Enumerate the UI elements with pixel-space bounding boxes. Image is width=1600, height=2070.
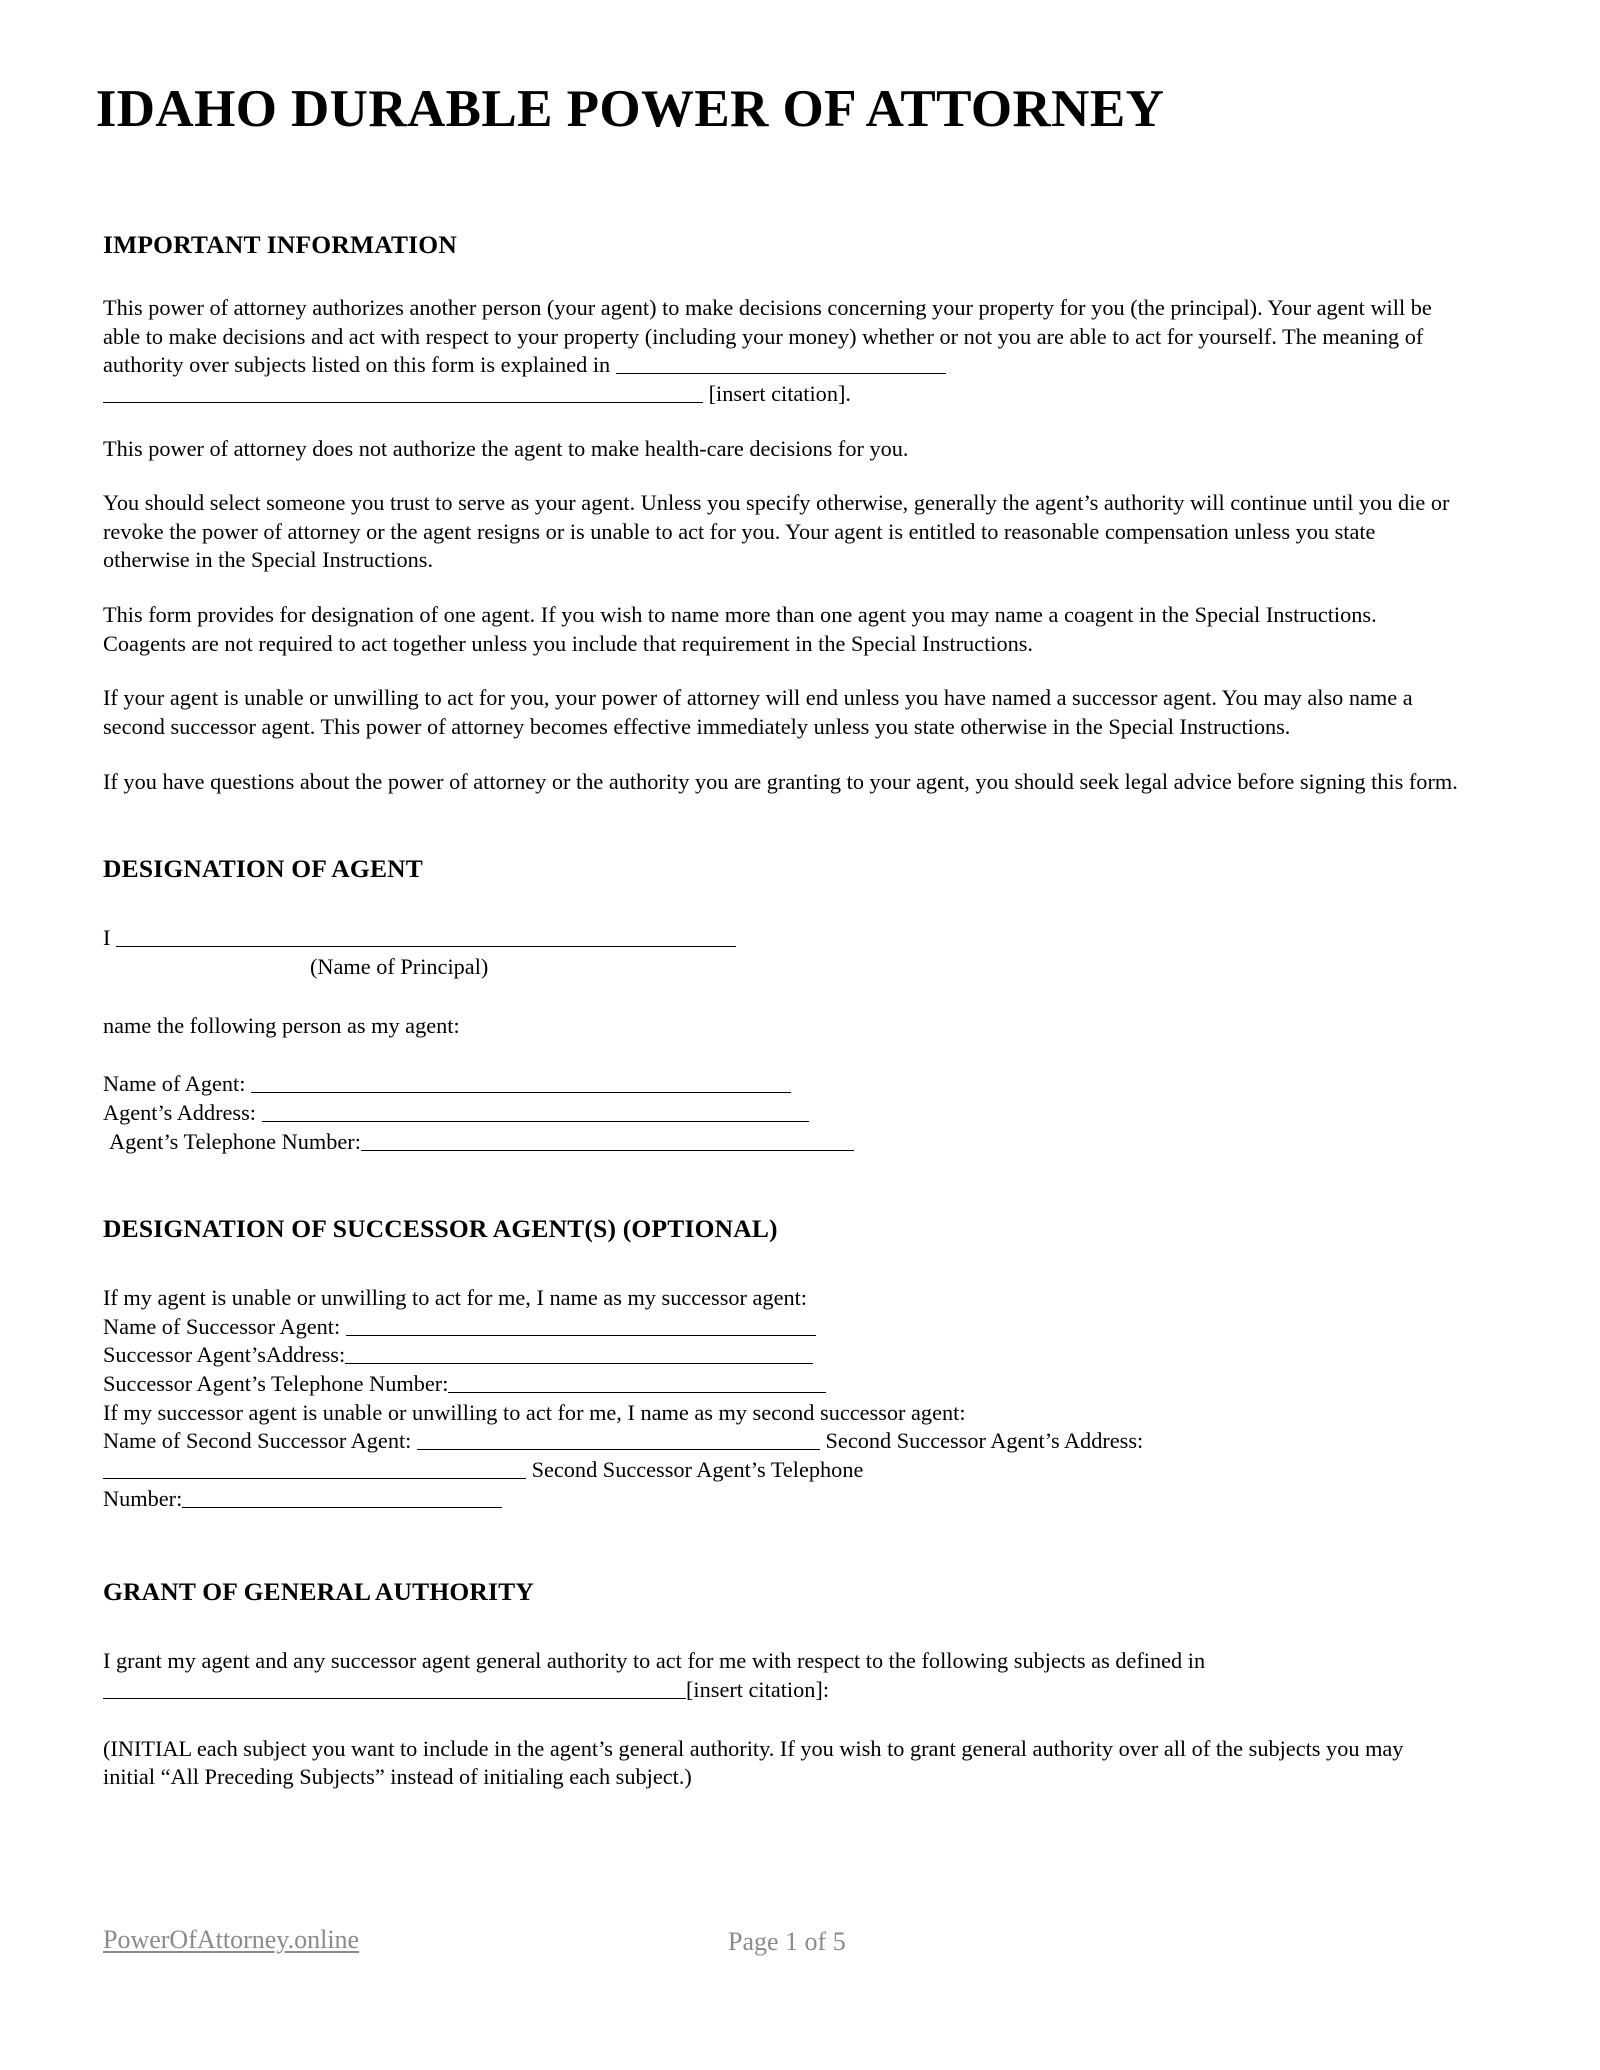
second-successor-address-label: Second Successor Agent’s Address: — [825, 1428, 1144, 1454]
second-successor-address-field-row — [103, 1456, 1458, 1485]
name-following-person-text: name the following person as my agent: — [103, 1012, 460, 1038]
footer-site-link[interactable]: PowerOfAttorney.online — [103, 1925, 360, 1954]
agent-address-field-row — [103, 1099, 1458, 1128]
second-successor-agent-name-label: Name of Second Successor Agent: — [103, 1428, 412, 1454]
section-heading-grant-of-general-authority: GRANT OF GENERAL AUTHORITY — [103, 1577, 534, 1607]
important-information-paragraph-4: This form provides for designation of one agent. If you wish to name more than one agent you may name a coagent in the Special Instructions. Coagents are not required to act together unless you include that requirement in the Special Instructions. — [103, 602, 1377, 656]
important-info-para1-text: This power of attorney authorizes another person (your agent) to make decisions concerning your property for you (the principal). Your agent will be able to make decisions and act with respect to your property (including your money) whether or not you are able to act for yourself. The meaning of authority over subjects listed on this form is explained in — [103, 295, 1432, 378]
grant-authority-intro-text: I grant my agent and any successor agent general authority to act for me with respect to the following subjects as defined in — [103, 1648, 1206, 1674]
successor-agent-telephone-blank[interactable] — [448, 1372, 826, 1394]
agent-address-label: Agent’s Address: — [103, 1099, 256, 1125]
citation-blank-line-1b[interactable] — [103, 381, 703, 403]
section-heading-important-information: IMPORTANT INFORMATION — [103, 230, 457, 259]
grant-authority-citation-blank[interactable] — [103, 1677, 686, 1699]
second-successor-telephone-label: Second Successor Agent’s Telephone — [531, 1457, 864, 1483]
important-information-paragraph-5: If your agent is unable or unwilling to act for you, your power of attorney will end unless you have named a successor agent. You may also name a second successor agent. This power of attorney becomes effective immediately unless you state otherwise in the Special Instructions. — [103, 685, 1413, 740]
document-body — [103, 230, 1458, 1792]
agent-telephone-label: Agent’s Telephone Number: — [109, 1128, 361, 1154]
agent-name-blank[interactable] — [251, 1072, 791, 1094]
successor-agent-name-field-row — [103, 1313, 1458, 1342]
important-information-paragraph-2: This power of attorney does not authorize the agent to make health-care decisions for you. — [103, 435, 909, 461]
successor-agent-telephone-field-row — [103, 1370, 1458, 1399]
agent-address-blank[interactable] — [262, 1100, 809, 1122]
second-successor-agent-intro: If my successor agent is unable or unwilling to act for me, I name as my second successor agent: — [103, 1399, 966, 1425]
citation-blank-line-1a[interactable] — [616, 353, 946, 375]
important-information-paragraph-6: If you have questions about the power of attorney or the authority you are granting to your agent, you should seek legal advice before signing this form. — [103, 768, 1458, 794]
principal-i-label: I — [103, 925, 111, 951]
important-information-paragraph-3: You should select someone you trust to serve as your agent. Unless you specify otherwise, generally the agent’s authority will continue until you die or revoke the power of attorney or the agent resigns or is unable to act for you. Your agent is entitled to reasonable compensation unless you state otherwise in the Special Instructions. — [103, 490, 1450, 573]
important-information-paragraph-1 — [103, 294, 1458, 409]
agent-telephone-field-row — [103, 1128, 1458, 1157]
second-successor-agent-name-field-row — [103, 1427, 1458, 1456]
agent-telephone-blank[interactable] — [361, 1129, 854, 1151]
insert-citation-label-1: [insert citation]. — [708, 380, 851, 406]
page-title: IDAHO DURABLE POWER OF ATTORNEY — [95, 80, 1165, 138]
principal-name-field-row — [103, 924, 1458, 953]
section-heading-designation-of-agent: DESIGNATION OF AGENT — [103, 854, 423, 884]
grant-authority-paragraph — [103, 1647, 1458, 1704]
agent-name-field-row — [103, 1070, 1458, 1099]
grant-authority-citation-label: [insert citation]: — [686, 1676, 830, 1702]
successor-agent-telephone-label: Successor Agent’s Telephone Number: — [103, 1371, 449, 1397]
successor-agent-address-label: Successor Agent’sAddress: — [103, 1342, 346, 1368]
second-successor-agent-name-blank[interactable] — [417, 1429, 820, 1451]
second-successor-telephone-field-row — [103, 1485, 1458, 1514]
initial-each-subject-note: (INITIAL each subject you want to include in the agent’s general authority. If you wish to grant general authority over all of the subjects you may initial “All Preceding Subjects” instead of initialing each subject.) — [103, 1735, 1404, 1790]
second-successor-number-label: Number: — [103, 1485, 183, 1511]
section-heading-designation-of-successor-agents: DESIGNATION OF SUCCESSOR AGENT(S) (OPTIONAL) — [103, 1214, 778, 1244]
agent-name-label: Name of Agent: — [103, 1071, 246, 1097]
second-successor-address-blank[interactable] — [103, 1458, 526, 1480]
successor-agent-address-field-row — [103, 1341, 1458, 1370]
second-successor-telephone-blank[interactable] — [182, 1486, 502, 1508]
successor-agent-name-label: Name of Successor Agent: — [103, 1313, 341, 1339]
page-footer — [103, 1925, 1458, 1975]
principal-name-blank[interactable] — [116, 926, 736, 948]
name-of-principal-caption: (Name of Principal) — [310, 953, 489, 979]
footer-page-number: Page 1 of 5 — [728, 1927, 846, 1956]
successor-agent-name-blank[interactable] — [346, 1314, 816, 1336]
successor-agent-address-blank[interactable] — [345, 1343, 813, 1365]
successor-agent-intro: If my agent is unable or unwilling to act for me, I name as my successor agent: — [103, 1285, 808, 1311]
